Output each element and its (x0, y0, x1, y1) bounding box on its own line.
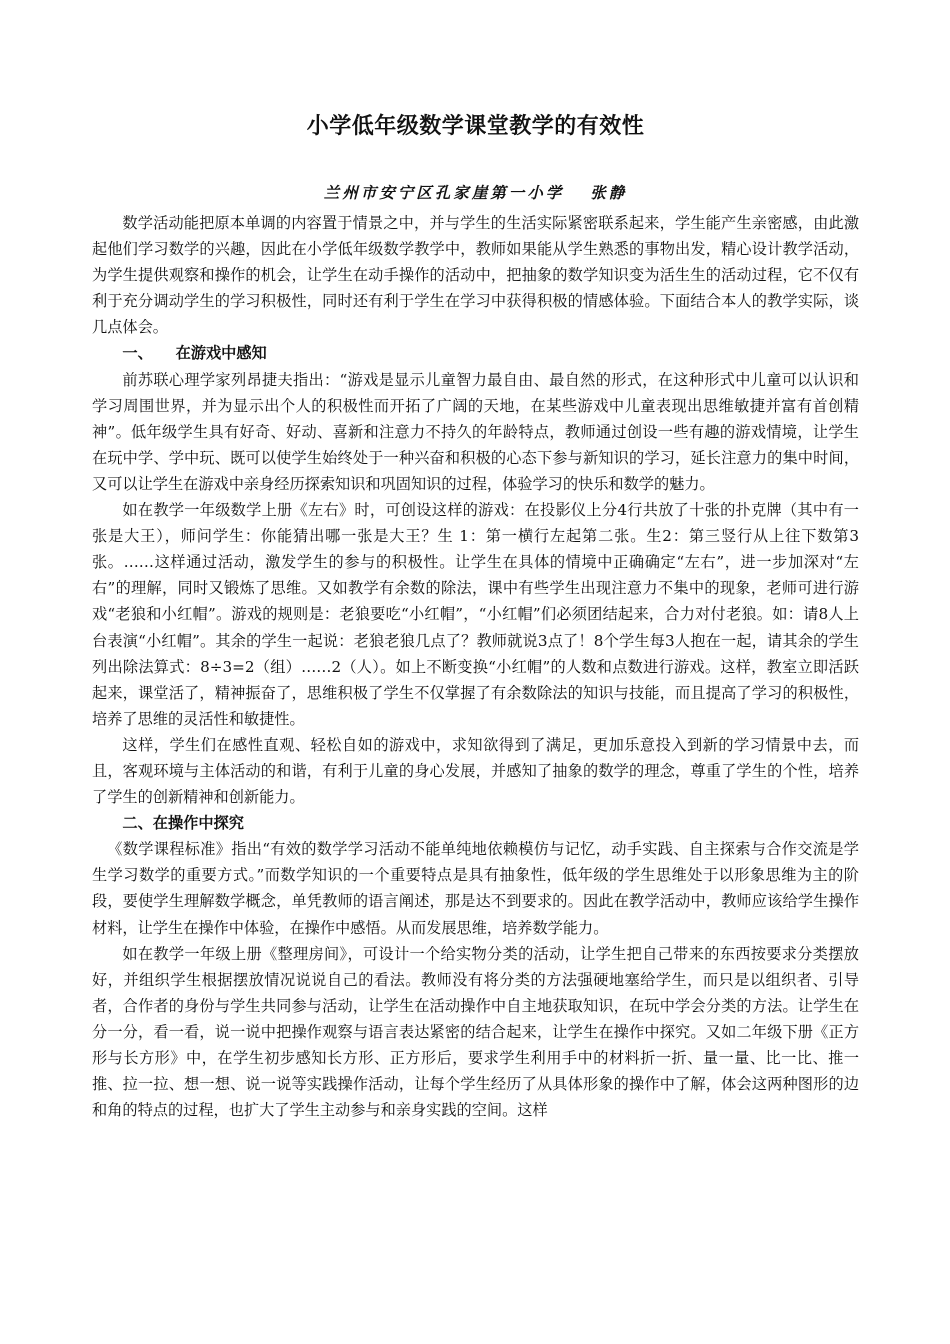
document-body (92, 210, 859, 1123)
paragraph: 这样，学生们在感性直观、轻松自如的游戏中，求知欲得到了满足，更加乐意投入到新的学习情景中去，而且，客观环境与主体活动的和谐，有利于儿童的身心发展，并感知了抽象的数学的理念，尊重了学生的个性，培养了学生的创新精神和创新能力。 (92, 735, 859, 807)
paragraph: 如在教学一年级上册《整理房间》，可设计一个给实物分类的活动，让学生把自己带来的东西按要求分类摆放好，并组织学生根据摆放情况说说自己的看法。教师没有将分类的方法强硬地塞给学生，而只是以组织者、引导者，合作者的身份与学生共同参与活动，让学生在活动操作中自主地获取知识，在玩中学会分类的方法。让学生在分一分，看一看，说一说中把操作观察与语言表达紧密的结合起来，让学生在操作中探究。又如二年级下册《正方形与长方形》中，在学生初步感知长方形、正方形后，要求学生利用手中的材料折一折、量一量、比一比、推一推、拉一拉、想一想、说一说等实践操作活动，让每个学生经历了从具体形象的操作中了解，体会这两种图形的边和角的特点的过程，也扩大了学生主动参与和亲身实践的空间。这样 (92, 944, 859, 1120)
section-title: 在游戏中感知 (175, 344, 267, 363)
paragraph: 如在教学一年级数学上册《左右》时，可创设这样的游戏：在投影仪上分4行共放了十张的扑克牌（其中有一张是大王），师问学生：你能猜出哪一张是大王？生 1：第一横行左起第二张。生2：第三竖行从上往下数第3张。……这样通过活动，激发学生的参与的积极性。让学生在具体的情境中正确确定“左右”，进一步加深对“左右”的理解，同时又锻炼了思维。又如教学有余数的除法，课中有些学生出现注意力不集中的现象，老师可进行游戏“老狼和小红帽”。游戏的规则是：老狼要吃“小红帽”，“小红帽”们必须团结起来，合力对付老狼。如：请8人上台表演“小红帽”。其余的学生一起说：老狼老狼几点了？教师就说3点了！8个学生每3人抱在一起，请其余的学生列出除法算式：8÷3=2（组）……2（人）。如上不断变换“小红帽”的人数和点数进行游戏。这样，教室立即活跃起来，课堂活了，精神振奋了，思维积极了学生不仅掌握了有余数除法的知识与技能，而且提高了学习的积极性，培养了思维的灵活性和敏捷性。 (92, 501, 859, 728)
byline (92, 182, 859, 204)
section-heading-2 (92, 810, 859, 836)
intro-paragraph: 数学活动能把原本单调的内容置于情景之中，并与学生的生活实际紧密联系起来，学生能产生亲密感，由此激起他们学习数学的兴趣，因此在小学低年级数学教学中，教师如果能从学生熟悉的事物出发，精心设计教学活动，为学生提供观察和操作的机会，让学生在动手操作的活动中，把抽象的数学知识变为活生生的活动过程，它不仅有利于充分调动学生的学习积极性，同时还有利于学生在学习中获得积极的情感体验。下面结合本人的教学实际，谈几点体会。 (92, 214, 859, 337)
author-name: 张静 (590, 183, 628, 202)
document-page (92, 0, 859, 1123)
paragraph: 《数学课程标准》指出“有效的数学学习活动不能单纯地依赖模仿与记忆，动手实践、自主探索与合作交流是学生学习数学的重要方式。”而数学知识的一个重要特点是具有抽象性，低年级的学生思维处于以形象思维为主的阶段，要使学生理解数学概念，单凭教师的语言阐述，那是达不到要求的。因此在教学活动中，教师应该给学生操作材料，让学生在操作中体验，在操作中感悟。从而发展思维，培养数学能力。 (92, 840, 859, 937)
section-title: 在操作中探究 (152, 814, 244, 833)
section-number: 二、 (122, 814, 153, 833)
paragraph: 前苏联心理学家列昂捷夫指出：“游戏是显示儿童智力最自由、最自然的形式，在这种形式中儿童可以认识和学习周围世界，并为显示出个人的积极性而开拓了广阔的天地，在某些游戏中儿童表现出思维敏捷并富有首创精神”。低年级学生具有好奇、好动、喜新和注意力不持久的年龄特点，教师通过创设一些有趣的游戏情境，让学生在玩中学、学中玩、既可以使学生始终处于一种兴奋和积极的心态下参与新知识的学习，延长注意力的集中时间，又可以让学生在游戏中亲身经历探索知识和巩固知识的过程，体验学习的快乐和数学的魅力。 (92, 370, 859, 493)
document-title: 小学低年级数学课堂教学的有效性 (306, 114, 645, 139)
section-heading-1 (92, 340, 859, 366)
section-number: 一、 (122, 344, 153, 363)
author-affiliation: 兰州市安宁区孔家崖第一小学 (323, 183, 565, 202)
